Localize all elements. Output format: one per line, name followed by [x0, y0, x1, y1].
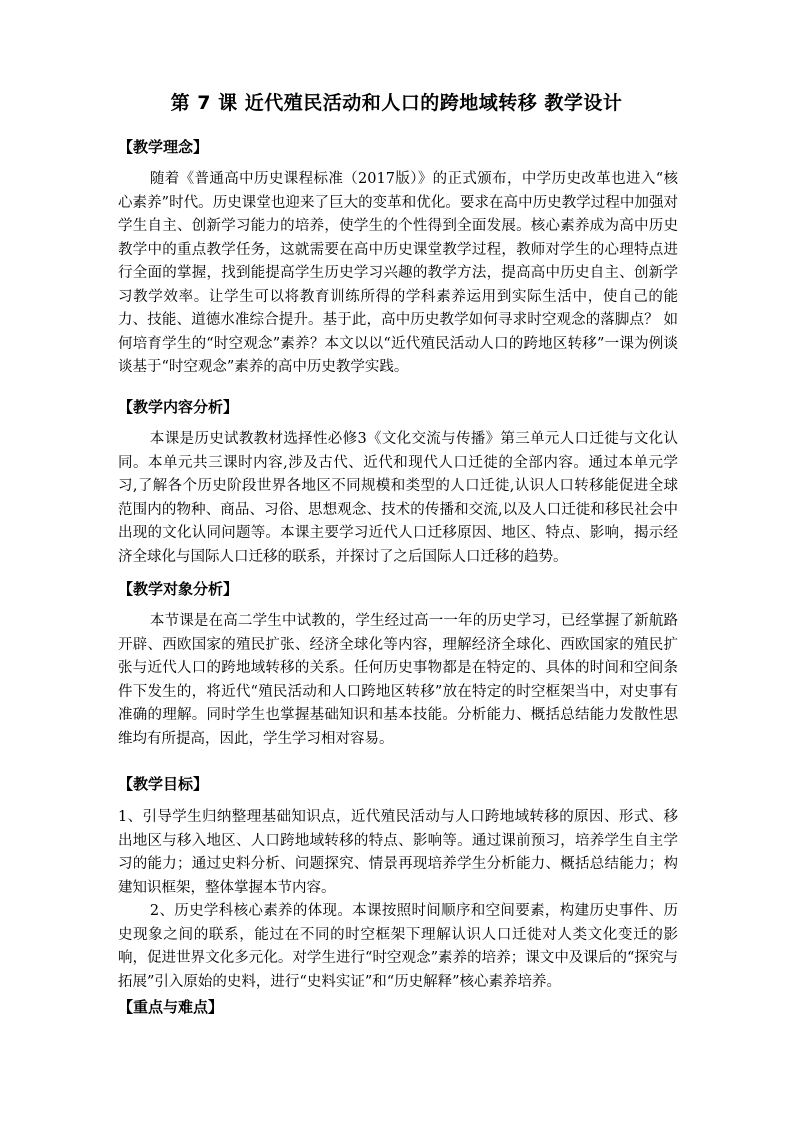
section-heading-content-analysis: 【教学内容分析】 [118, 398, 239, 416]
paragraph-teaching-goal-2: 2、历史学科核心素养的体现。本课按照时间顺序和空间要素，构建历史事件、历史现象之间的联系，能过在不同的时空框架下理解认识人口迁徙对人类文化变迁的影响，促进世界文化多元化。对学生进行“时空观念”素养的培养；课文中及课后的“探究与拓展”引入原始的史料，进行“史料实证”和“历史解释”核心素养培养。 [118, 903, 678, 990]
paragraph-content-analysis: 本课是历史试教教材选择性必修3《文化交流与传播》第三单元人口迁徙与文化认同。本单元共三课时内容,涉及古代、近代和现代人口迁徙的全部内容。通过本单元学习,了解各个历史阶段世界各地区不同规模和类型的人口迁徙,认识人口转移能促进全球范围内的物种、商品、习俗、思想观念、技术的传播和交流,以及人口迁徙和移民社会中出现的文化认同问题等。本课主要学习近代人口迁移原因、地区、特点、影响，揭示经济全球化与国际人口迁移的联系，并探讨了之后国际人口迁移的趋势。 [118, 431, 678, 565]
section-heading-teaching-goals: 【教学目标】 [118, 775, 209, 793]
section-heading-student-analysis: 【教学对象分析】 [118, 580, 239, 598]
document-title: 第 7 课 近代殖民活动和人口的跨地域转移 教学设计 [170, 92, 623, 114]
section-heading-teaching-philosophy: 【教学理念】 [118, 138, 209, 156]
section-heading-key-points: 【重点与难点】 [118, 998, 224, 1016]
paragraph-teaching-goal-1: 1、引导学生归纳整理基础知识点，近代殖民活动与人口跨地域转移的原因、形式、移出地区与移入地区、人口跨地域转移的特点、影响等。通过课前预习，培养学生自主学习的能力；通过史料分析、问题探究、情景再现培养学生分析能力、概括总结能力；构建知识框架，整体掌握本节内容。 [118, 809, 678, 896]
paragraph-teaching-philosophy: 随着《普通高中历史课程标准（2017版）》的正式颁布，中学历史改革也进入“核心素养”时代。历史课堂也迎来了巨大的变革和优化。要求在高中历史教学过程中加强对学生自主、创新学习能力的培养，使学生的个性得到全面发展。核心素养成为高中历史教学中的重点教学任务，这就需要在高中历史课堂教学过程，教师对学生的心理特点进行全面的掌握，找到能提高学生历史学习兴趣的教学方法，提高高中历史自主、创新学习教学效率。让学生可以将教育训练所得的学科素养运用到实际生活中，使自己的能力、技能、道德水准综合提升。基于此，高中历史教学如何寻求时空观念的落脚点？ 如何培育学生的“时空观念”素养？本文以以“近代殖民活动人口的跨地区转移”一课为例谈谈基于“时空观念”素养的高中历史教学实践。 [118, 171, 678, 375]
paragraph-student-analysis: 本节课是在高二学生中试教的，学生经过高一一年的历史学习，已经掌握了新航路开辟、西欧国家的殖民扩张、经济全球化等内容，理解经济全球化、西欧国家的殖民扩张与近代人口的跨地域转移的关系。任何历史事物都是在特定的、具体的时间和空间条件下发生的，将近代“殖民活动和人口跨地区转移”放在特定的时空框架当中，对史事有准确的理解。同时学生也掌握基础知识和基本技能。分析能力、概括总结能力发散性思维均有所提高，因此，学生学习相对容易。 [118, 613, 678, 747]
